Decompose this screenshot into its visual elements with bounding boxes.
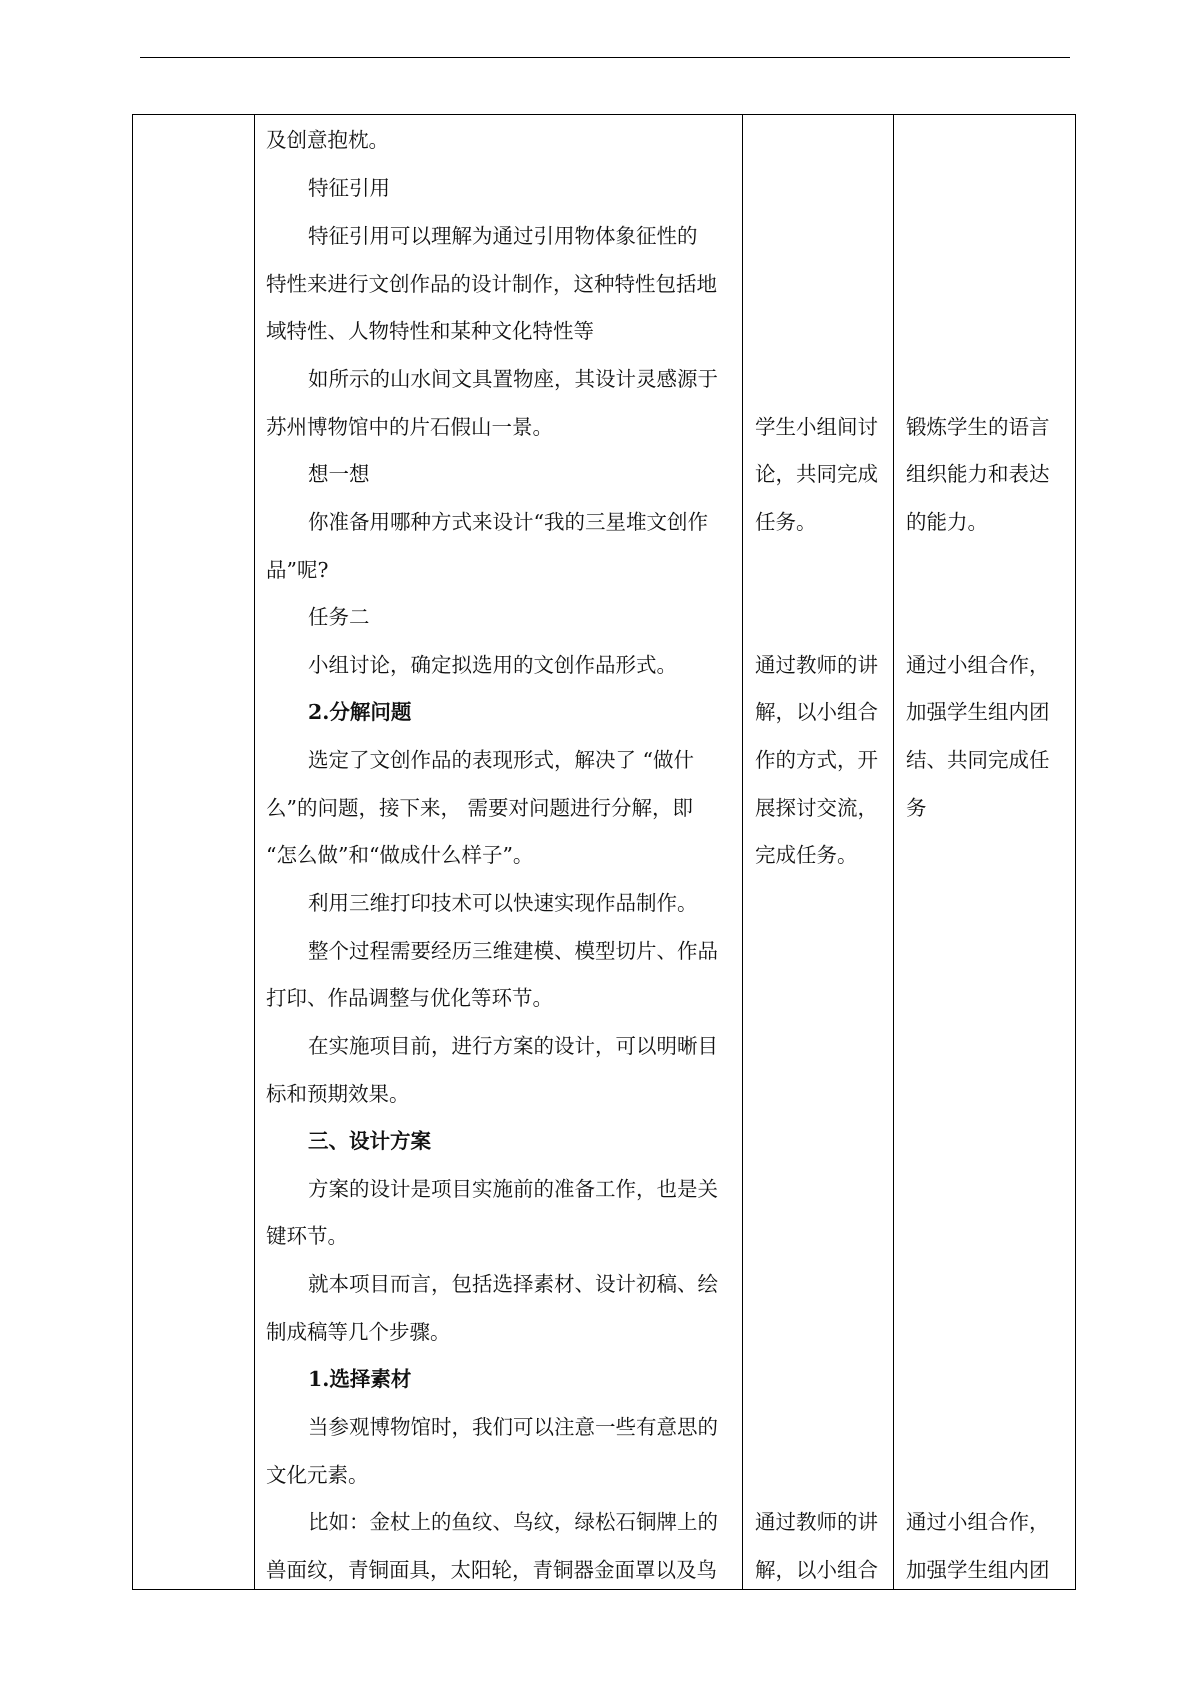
content-text-line: 想一想: [308, 462, 370, 486]
content-text-line: 利用三维打印技术可以快速实现作品制作。: [308, 891, 698, 915]
content-text-line: 及创意抱枕。: [266, 128, 389, 152]
student-activity-line: 作的方式，开: [755, 748, 878, 772]
design-intent-line: 的能力。: [906, 510, 988, 534]
student-activity-line: 论，共同完成: [755, 462, 878, 486]
content-text-line: 么”的问题，接下来， 需要对问题进行分解，即: [266, 796, 693, 820]
design-intent-line: 务: [906, 796, 927, 820]
content-text-line: 特征引用: [308, 176, 390, 200]
content-text-line: 你准备用哪种方式来设计“我的三星堆文创作: [308, 510, 708, 534]
content-text-line: 文化元素。: [266, 1463, 369, 1487]
design-intent-line: 结、共同完成任: [906, 748, 1050, 772]
content-text-line: 兽面纹，青铜面具，太阳轮，青铜器金面罩以及鸟: [266, 1558, 717, 1582]
student-activity-line: 任务。: [755, 510, 817, 534]
content-text-line: 1.选择素材: [308, 1367, 412, 1391]
content-text-line: 2.分解问题: [308, 700, 412, 724]
content-text-line: 就本项目而言，包括选择素材、设计初稿、绘: [308, 1272, 718, 1296]
content-text-line: 如所示的山水间文具置物座，其设计灵感源于: [308, 367, 718, 391]
content-text-line: 标和预期效果。: [266, 1082, 410, 1106]
student-activity-line: 完成任务。: [755, 843, 858, 867]
content-text-line: 方案的设计是项目实施前的准备工作，也是关: [308, 1177, 718, 1201]
column-divider-1: [254, 115, 255, 1589]
content-text-line: 品”呢?: [266, 558, 329, 582]
design-intent-line: 加强学生组内团: [906, 1558, 1050, 1582]
content-text-line: 制成稿等几个步骤。: [266, 1320, 451, 1344]
content-text-line: 当参观博物馆时，我们可以注意一些有意思的: [308, 1415, 718, 1439]
content-text-line: 特性来进行文创作品的设计制作，这种特性包括地: [266, 272, 717, 296]
student-activity-line: 解，以小组合: [755, 700, 878, 724]
content-text-line: 任务二: [308, 605, 370, 629]
content-text-line: 整个过程需要经历三维建模、模型切片、作品: [308, 939, 718, 963]
content-text-line: 键环节。: [266, 1224, 348, 1248]
content-text-line: 在实施项目前，进行方案的设计，可以明晰目: [308, 1034, 718, 1058]
design-intent-line: 组织能力和表达: [906, 462, 1050, 486]
content-text-line: 小组讨论，确定拟选用的文创作品形式。: [308, 653, 677, 677]
content-text-line: 选定了文创作品的表现形式，解决了 “做什: [308, 748, 694, 772]
content-text-line: “怎么做”和“做成什么样子”。: [266, 843, 534, 867]
content-text-line: 苏州博物馆中的片石假山一景。: [266, 415, 553, 439]
design-intent-line: 通过小组合作，: [906, 653, 1050, 677]
student-activity-line: 通过教师的讲: [755, 1510, 878, 1534]
column-divider-3: [893, 115, 894, 1589]
student-activity-line: 展探讨交流，: [755, 796, 878, 820]
student-activity-line: 通过教师的讲: [755, 653, 878, 677]
content-text-line: 三、设计方案: [308, 1129, 431, 1153]
content-text-line: 特征引用可以理解为通过引用物体象征性的: [308, 224, 698, 248]
content-text-line: 域特性、人物特性和某种文化特性等: [266, 319, 594, 343]
column-divider-2: [742, 115, 743, 1589]
content-text-line: 比如：金杖上的鱼纹、鸟纹，绿松石铜牌上的: [308, 1510, 718, 1534]
student-activity-line: 学生小组间讨: [755, 415, 878, 439]
content-text-line: 打印、作品调整与优化等环节。: [266, 986, 553, 1010]
header-rule: [140, 57, 1070, 58]
student-activity-line: 解，以小组合: [755, 1558, 878, 1582]
design-intent-line: 锻炼学生的语言: [906, 415, 1050, 439]
design-intent-line: 通过小组合作，: [906, 1510, 1050, 1534]
design-intent-line: 加强学生组内团: [906, 700, 1050, 724]
